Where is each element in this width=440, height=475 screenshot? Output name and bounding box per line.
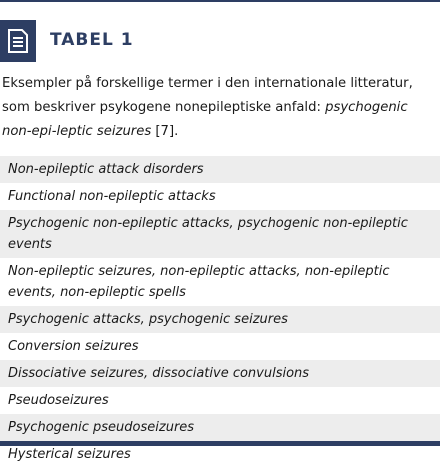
- table-row: Psychogenic attacks, psychogenic seizures: [0, 306, 440, 333]
- caption-text-before: Eksempler på forskellige termer i den internationale litteratur, som beskriver psykogene nonepileptiske anfald:: [2, 76, 413, 115]
- table-row: Conversion seizures: [8, 339, 139, 354]
- table-row: Non-epileptic seizures, non-epileptic attacks, non-epileptic events, non-epileptic spells: [8, 264, 390, 300]
- caption-text-after: [7].: [151, 124, 179, 139]
- table-title: TABEL 1: [50, 30, 134, 50]
- terms-table: [0, 156, 440, 468]
- document-list-icon: [0, 20, 36, 62]
- top-rule: [0, 0, 440, 2]
- caption-italic-term: psychogenic non-epi-leptic seizures: [2, 100, 408, 139]
- table-row: Functional non-epileptic attacks: [8, 189, 216, 204]
- table-row: Hysterical seizures: [8, 447, 131, 462]
- table-row: Psychogenic pseudoseizures: [0, 414, 440, 441]
- bottom-rule: [0, 441, 440, 446]
- table-row: Psychogenic non-epileptic attacks, psychogenic non-epileptic events: [0, 210, 440, 258]
- table-header: [0, 20, 440, 62]
- table-row: Non-epileptic attack disorders: [0, 156, 440, 183]
- table-row: Dissociative seizures, dissociative convulsions: [0, 360, 440, 387]
- table-row: Pseudoseizures: [8, 393, 109, 408]
- table-caption: [2, 72, 438, 144]
